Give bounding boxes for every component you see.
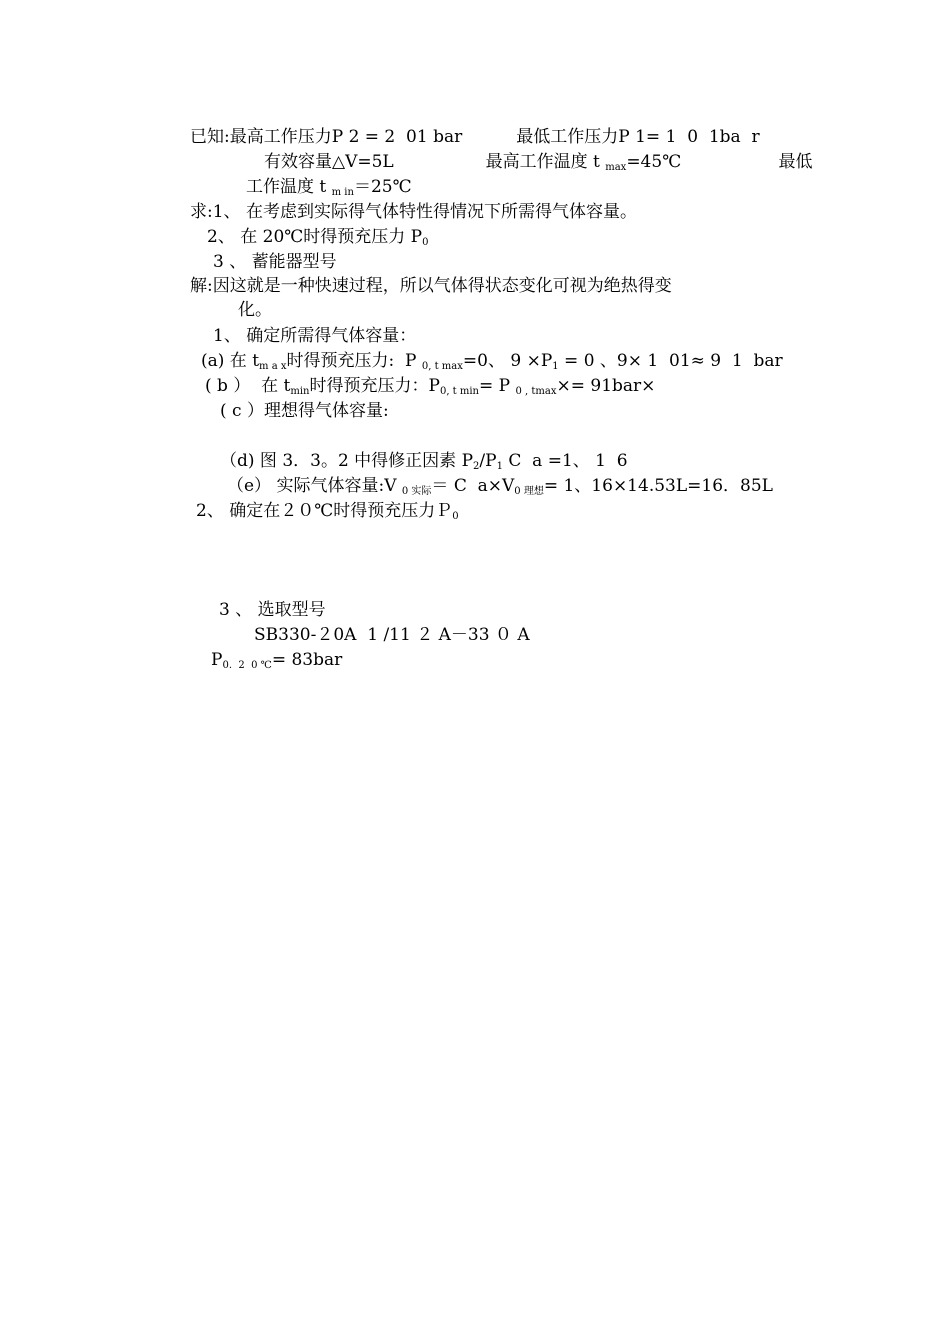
line-text: 时得预充压力: P bbox=[286, 351, 422, 371]
line-text: SB330-２0A 1 /11 ２ A－33 ０ A bbox=[254, 625, 530, 645]
line-text: 有效容量△V=5L 最高工作温度 t bbox=[264, 152, 606, 172]
line-text: = 1、16×14.53L=16．85L bbox=[543, 476, 773, 496]
line-text: =45℃ 最低 bbox=[626, 152, 813, 172]
line-text: 3 、 蓄能器型号 bbox=[213, 252, 337, 272]
line-text: ( c ）理想得气体容量: bbox=[220, 401, 389, 421]
model-number-line bbox=[254, 623, 530, 647]
subscript-text: 0 , tmax bbox=[515, 386, 557, 397]
given-pressures-line bbox=[190, 125, 760, 149]
subscript-text: 0. 2 0 ℃ bbox=[222, 660, 272, 671]
line-text: 2、 在 20℃时得预充压力 P bbox=[207, 227, 423, 247]
line-text: 求:1、 在考虑到实际得气体特性得情况下所需得气体容量。 bbox=[190, 202, 637, 222]
step-1a-line bbox=[201, 349, 783, 373]
line-text: 1、 确定所需得气体容量： bbox=[213, 326, 417, 346]
line-text: ×= 91bar× bbox=[556, 376, 656, 396]
line-text: 已知:最高工作压力P 2 = 2 01 bar 最低工作压力P 1= 1 0 1ba r bbox=[190, 127, 760, 147]
line-text: 3 、 选取型号 bbox=[219, 600, 326, 620]
subscript-text: 0 实际 bbox=[401, 486, 432, 497]
subscript-text: 0 bbox=[452, 511, 459, 522]
subscript-text: 0, t min bbox=[439, 386, 479, 397]
step-1-heading bbox=[213, 324, 416, 348]
line-text: =0、 9 ×P bbox=[462, 351, 553, 371]
line-text: 2、 确定在２０℃时得预充压力Ｐ bbox=[196, 501, 453, 521]
line-text: ( b ） 在 t bbox=[205, 376, 291, 396]
line-text: = 0 、9× 1 01≈ 9 1 bar bbox=[558, 351, 783, 371]
subscript-text: 0 bbox=[422, 237, 429, 248]
line-text: （e） 实际气体容量:V bbox=[227, 476, 402, 496]
line-text: (a) 在 t bbox=[201, 351, 260, 371]
given-volume-temp-line bbox=[264, 150, 812, 174]
line-text: 化。 bbox=[238, 300, 272, 320]
line-text: 解:因这就是一种快速过程，所以气体得状态变化可视为绝热得变 bbox=[190, 276, 672, 296]
line-text: = P bbox=[479, 376, 516, 396]
subscript-text: min bbox=[290, 386, 310, 397]
step-2-heading bbox=[196, 499, 459, 523]
question-2-line bbox=[207, 225, 429, 249]
given-min-temp-line bbox=[246, 175, 412, 199]
line-text: P bbox=[211, 650, 223, 670]
line-text: ＝ C a×V bbox=[431, 476, 515, 496]
subscript-text: 0 理想 bbox=[514, 486, 544, 497]
solution-intro-continued-line bbox=[238, 298, 272, 322]
subscript-text: 1 bbox=[552, 361, 559, 372]
step-3-heading bbox=[219, 598, 326, 622]
solution-intro-line bbox=[190, 274, 672, 298]
precharge-result-line bbox=[211, 648, 342, 672]
subscript-text: m in bbox=[331, 187, 354, 198]
subscript-text: 1 bbox=[496, 461, 503, 472]
step-1c-line bbox=[220, 399, 389, 423]
line-text: （d) 图 3．3。2 中得修正因素 P bbox=[220, 451, 474, 471]
subscript-text: m a x bbox=[259, 361, 287, 372]
question-1-line bbox=[190, 200, 637, 224]
line-text: /P bbox=[479, 451, 497, 471]
line-text: 工作温度 t bbox=[246, 177, 332, 197]
subscript-text: max bbox=[605, 162, 627, 173]
step-1e-line bbox=[227, 474, 773, 498]
step-1d-line bbox=[220, 449, 628, 473]
question-3-line bbox=[213, 250, 337, 274]
line-text: = 83bar bbox=[271, 650, 343, 670]
subscript-text: 2 bbox=[473, 461, 480, 472]
line-text: ＝25℃ bbox=[353, 177, 412, 197]
line-text: 时得预充压力：P bbox=[309, 376, 440, 396]
step-1b-line bbox=[205, 374, 655, 398]
line-text: C a =1、 1 6 bbox=[502, 451, 628, 471]
subscript-text: 0, t max bbox=[421, 361, 463, 372]
